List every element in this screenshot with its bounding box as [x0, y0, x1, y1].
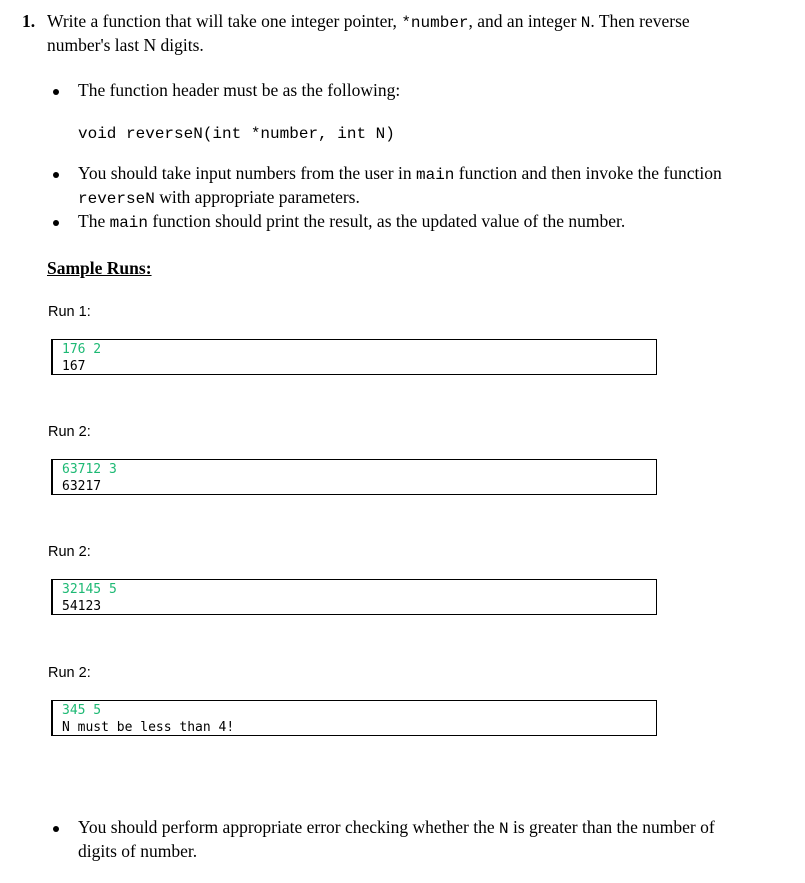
bullet-dot — [53, 172, 59, 178]
function-header-code: void reverseN(int *number, int N) — [78, 125, 395, 143]
console-input: 32145 5 — [62, 582, 117, 597]
console-box — [51, 459, 657, 495]
bullet-text: The — [78, 211, 110, 231]
console-input: 63712 3 — [62, 462, 117, 477]
console-box — [51, 700, 657, 736]
bullet-error-check-line-2: digits of number. — [78, 841, 198, 861]
run-label: Run 2: — [48, 665, 91, 681]
bullet-text: with appropriate parameters. — [154, 187, 360, 207]
sample-runs-heading: Sample Runs: — [47, 258, 152, 278]
question-number: 1. — [22, 11, 36, 31]
question-line-1 — [47, 11, 690, 32]
console-input: 345 5 — [62, 703, 102, 718]
bullet-text: is greater than the number of — [508, 817, 715, 837]
question-line-2: number's last N digits. — [47, 35, 204, 55]
console-output: N must be less than 4! — [62, 720, 235, 735]
question-text: . Then reverse — [590, 11, 690, 31]
bullet-dot — [53, 89, 59, 95]
bullet-input-line-1 — [78, 163, 722, 184]
console-box — [51, 579, 657, 615]
bullet-input-line-2 — [78, 187, 360, 208]
code-n: N — [499, 820, 509, 838]
question-text: , and an integer — [468, 11, 581, 31]
run-label: Run 2: — [48, 424, 91, 440]
console-input: 176 2 — [62, 342, 102, 357]
code-n: N — [580, 14, 591, 32]
console-output: 63217 — [62, 479, 102, 494]
console-output: 54123 — [62, 599, 102, 614]
bullet-text: You should perform appropriate error checking whether the — [78, 817, 500, 837]
bullet-header-requirement: The function header must be as the following: — [78, 80, 401, 100]
run-label: Run 1: — [48, 304, 91, 320]
bullet-print-result — [78, 211, 625, 232]
bullet-text: You should take input numbers from the user in — [78, 163, 416, 183]
bullet-text: function should print the result, as the updated value of the number. — [148, 211, 626, 231]
bullet-dot — [53, 220, 59, 226]
code-main: main — [416, 166, 455, 184]
bullet-text: function and then invoke the function — [454, 163, 722, 183]
bullet-error-check-line-1 — [78, 817, 715, 838]
code-main: main — [109, 214, 148, 232]
code-number-pointer: *number — [401, 14, 469, 32]
bullet-dot — [53, 826, 59, 832]
console-output: 167 — [62, 359, 86, 374]
console-box — [51, 339, 657, 375]
run-label: Run 2: — [48, 544, 91, 560]
code-reversen: reverseN — [78, 190, 155, 208]
question-text: Write a function that will take one integer pointer, — [47, 11, 402, 31]
